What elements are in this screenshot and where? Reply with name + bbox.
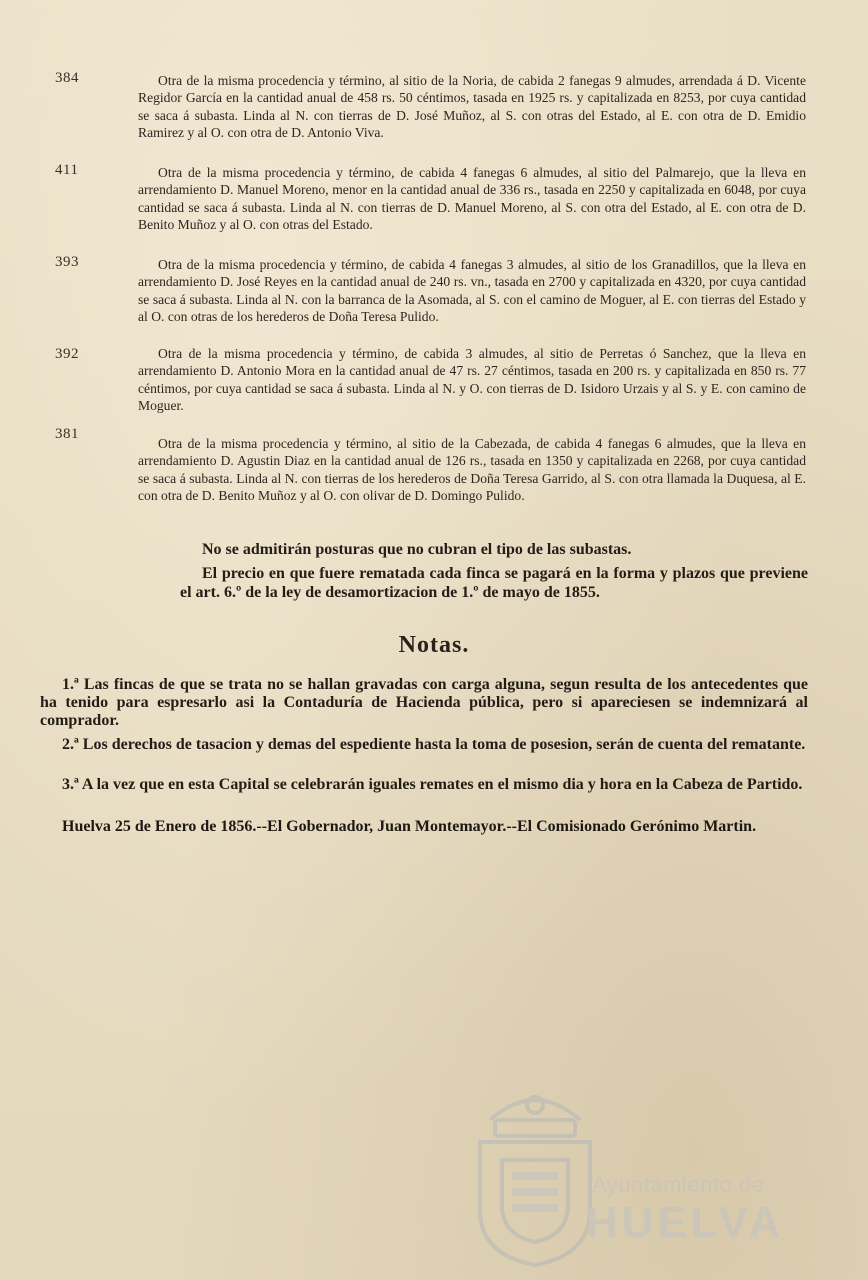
watermark-line1: Ayuntamiento de — [592, 1172, 765, 1197]
entry-text: Otra de la misma procedencia y término, al sitio de la Noria, de cabida 2 fanegas 9 almudes, arrendada á D. Vicente Regidor García en la cantidad anual de 458 rs. 50 céntimos, tasada en 1925 rs. y capitalizada en 8253, por cuya cantidad se saca á subasta. Linda al N. con tierras de D. José Muñoz, al S. con otras del Estado, al E. con otra de D. Emidio Ramirez y al O. con otra de D. Antonio Viva. — [138, 73, 806, 141]
note-2 — [40, 736, 808, 754]
entry-text: Otra de la misma procedencia y término, de cabida 4 fanegas 6 almudes, al sitio del Palmarejo, que la lleva en arrendamiento D. Manuel Moreno, menor en la cantidad anual de 336 rs., tasada en 2250 y capitalizada en 6048, por cuya cantidad se saca á subasta. Linda al N. con tierras de D. Manuel Moreno, al S. con otra del Estado, al E. con otra de D. Benito Muñoz y al O. con otras del Estado. — [138, 165, 806, 233]
entry-number: 392 — [55, 346, 79, 362]
signature-line: Huelva 25 de Enero de 1856.--El Gobernador, Juan Montemayor.--El Comisionado Gerónimo Martin. — [62, 818, 757, 835]
note-mark: 2.ª — [62, 736, 79, 753]
note-mark: 1.ª — [62, 676, 79, 693]
note-3 — [40, 776, 808, 794]
note-text: A la vez que en esta Capital se celebrarán iguales remates en el mismo dia y hora en la Cabeza de Partido. — [81, 776, 803, 793]
entry-number: 411 — [55, 162, 79, 178]
note-text: Los derechos de tasacion y demas del espediente hasta la toma de posesion, serán de cuenta del rematante. — [82, 736, 806, 753]
note-mark: 3.ª — [62, 776, 79, 793]
note-text: Las fincas de que se trata no se hallan gravadas con carga alguna, segun resulta de los antecedentes que ha tenido para espresarlo asi la Contaduría de Hacienda pública, pero si apareciesen se indemnizará al comprador. — [40, 676, 809, 729]
note-1 — [40, 676, 808, 730]
entry-text: Otra de la misma procedencia y término, de cabida 3 almudes, al sitio de Perretas ó Sanchez, que la lleva en arrendamiento D. Antonio Mora en la cantidad anual de 47 rs. 27 céntimos, tasada en 200 rs. y capitalizada en 850 rs. 77 céntimos, por cuya cantidad se saca á subasta. Linda al N. y O. con tierras de D. Isidoro Urzais y al S. y E. con camino de Moguer. — [138, 346, 806, 414]
entry-text: Otra de la misma procedencia y término, al sitio de la Cabezada, de cabida 4 fanegas 6 almudes, que la lleva en arrendamiento D. Agustin Diaz en la cantidad anual de 126 rs., tasada en 1350 y capitalizada en 2268, por cuya cantidad se saca á subasta. Linda al N. con tierras de los herederos de Doña Teresa Garrido, al S. con otra llamada la Duquesa, al E. con otra de D. Benito Muñoz y al O. con olivar de D. Domingo Pulido. — [138, 436, 806, 504]
entry-number: 381 — [55, 426, 79, 442]
entry-text: Otra de la misma procedencia y término, de cabida 4 fanegas 3 almudes, al sitio de los Granadillos, que la lleva en arrendamiento D. José Reyes en la cantidad anual de 240 rs. vn., tasada en 2700 y capitalizada en 4320, por cuya cantidad se saca á subasta. Linda al N. con la barranca de la Asomada, al S. con el camino de Moguer, al E. con tierras del Estado y al O. con otras de los herederos de Doña Teresa Pulido. — [138, 257, 806, 325]
entry-number: 384 — [55, 70, 79, 86]
huelva-watermark — [460, 1080, 820, 1270]
closing-condition-payment: El precio en que fuere rematada cada finca se pagará en la forma y plazos que previene el art. 6.º de la ley de desamortizacion de 1.º de mayo de 1855. — [180, 565, 808, 601]
notes-title: Notas. — [398, 632, 470, 658]
entry-number: 393 — [55, 254, 79, 270]
closing-condition-postures: No se admitirán posturas que no cubran el tipo de las subastas. — [202, 541, 632, 558]
watermark-line2: HUELVA — [586, 1198, 785, 1247]
